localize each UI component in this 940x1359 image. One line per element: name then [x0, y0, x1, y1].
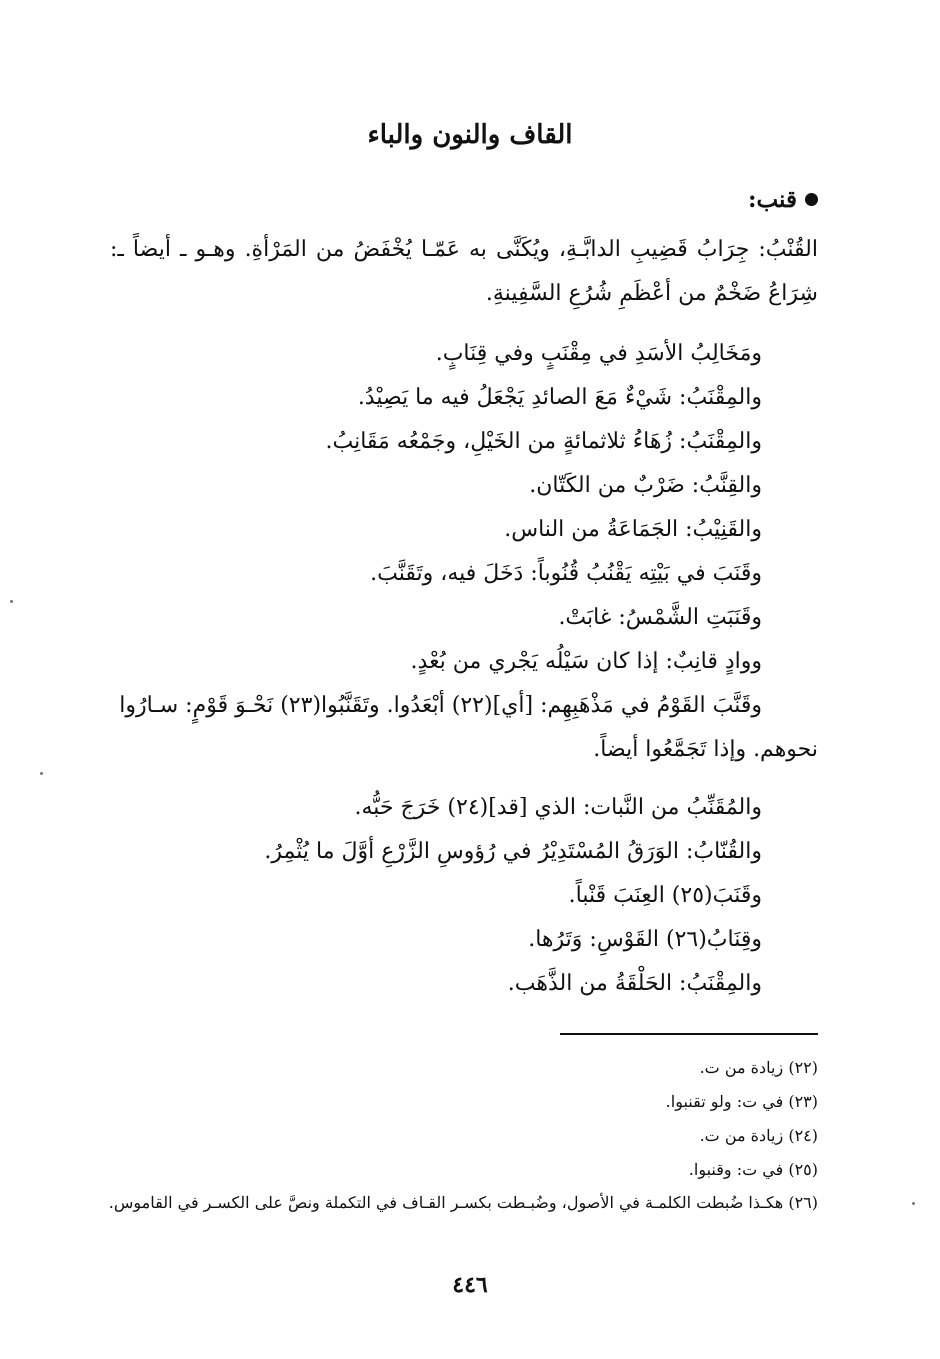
text-line: نحوهم. وإذا تَجَمَّعُوا أيضاً. [593, 737, 818, 762]
text-line: ومَخَالِبُ الأسَدِ في مِقْنَبٍ وفي قِنَابٍ. [435, 341, 762, 366]
scan-speck [40, 772, 43, 775]
text-line: وقَنَبَ(٢٥) العِنَبَ قَنْباً. [568, 883, 762, 908]
footnote: (٢٦) هكـذا ضُبطت الكلمـة في الأصول، وضُبـطت بكسـر القـاف في التكملة ونصَّ على الكسـر في القاموس. [108, 1193, 818, 1212]
footnote: (٢٣) في ت: ولو تقنبوا. [665, 1092, 818, 1111]
text-line: والقُنّابُ: الوَرَقُ المُسْتَدِيْرُ في رُؤوسِ الزَّرْعِ أوَّلَ ما يُثْمِرُ. [264, 839, 762, 864]
text-line: والمُقَنِّبُ من النَّبات: الذي [قد](٢٤) خَرَجَ حَبُّه. [354, 795, 762, 820]
text-line: وقَنَبَ في بَيْتِه يَقْنُبُ قُنُوباً: دَخَلَ فيه، وتَقَنَّبَ. [370, 561, 762, 586]
footnote: (٢٢) زيادة من ت. [699, 1058, 818, 1077]
text-line: وقَنَّبَ القَوْمُ في مَذْهَبِهِم: [أي](٢٢) أبْعَدُوا. وتَقَنَّبُوا(٢٣) نَحْـوَ قَوْمٍ: سـارُوا [119, 693, 762, 718]
text-line: وقِنَابُ(٢٦) القَوْسِ: وَتَرُها. [528, 927, 762, 952]
footnote-divider [560, 1033, 818, 1035]
scan-speck [10, 600, 13, 603]
entry-heading [748, 186, 818, 213]
scan-speck [912, 1202, 915, 1205]
page-number: ٤٤٦ [452, 1272, 488, 1298]
text-line: وقَنَبَتِ الشَّمْسُ: غابَتْ. [558, 605, 762, 630]
text-line: والمِقْنَبُ: الحَلْقَةُ من الذَّهَب. [507, 971, 762, 996]
text-line: القُنْبُ: جِرَابُ قَضِيبِ الدابَّـةِ، ويُكَنَّى به عَمّـا يُخْفَضُ من المَرْأةِ. وهـو ـ أيضاً ـ: شِرَاعُ ضَخْمٌ من أعْظَمِ شُرُعِ السَّفِينةِ. [110, 237, 818, 306]
bullet-icon [805, 193, 818, 206]
text-line: ووادٍ قانِبٌ: إذا كان سَيْلُه يَجْري من بُعْدٍ. [410, 649, 762, 674]
text-line: والقِنَّبُ: ضَرْبٌ من الكَتّان. [529, 473, 762, 498]
footnote: (٢٤) زيادة من ت. [699, 1126, 818, 1145]
entry-root: قنب: [747, 186, 797, 213]
page-title: القاف والنون والباء [367, 120, 573, 150]
text-line: والمِقْنَبُ: زُهَاءُ ثلاثمائةٍ من الخَيْلِ، وجَمْعُه مَقَانِبُ. [325, 429, 762, 454]
text-line: والمِقْنَبُ: شَيْءٌ مَعَ الصائدِ يَجْعَلُ فيه ما يَصِيْدُ. [357, 385, 762, 410]
footnote: (٢٥) في ت: وقنبوا. [688, 1160, 818, 1179]
text-line: والقَنِيْبُ: الجَمَاعَةُ من الناس. [504, 517, 762, 542]
